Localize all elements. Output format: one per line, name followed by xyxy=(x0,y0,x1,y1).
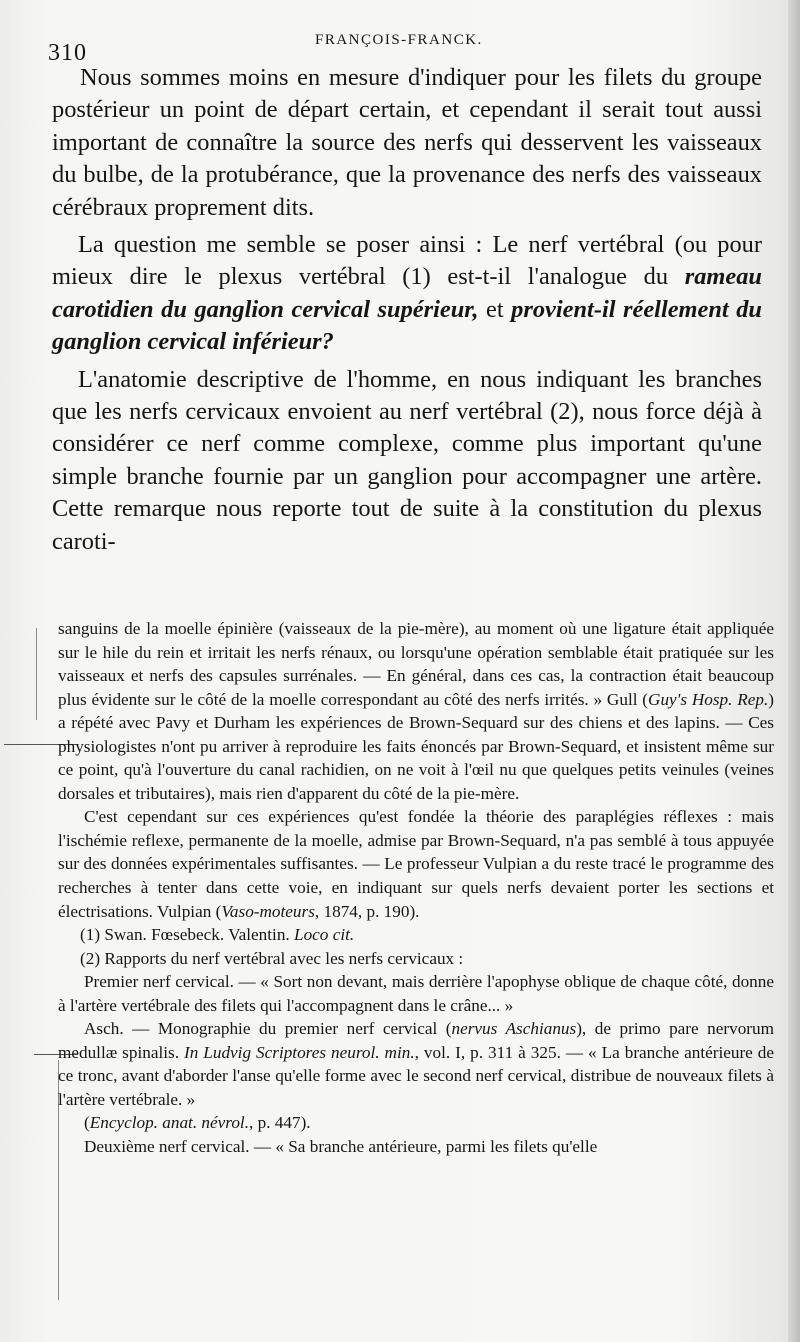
paragraph-3: L'anatomie descriptive de l'homme, en nous indiquant les branches que les nerfs cervicaux envoient au nerf vertébral (2), nous force déjà à considérer ce nerf comme complexe, comme plus important qu'une simple branche fournie par un ganglion pour accompagner une artère. Cette remarque nous reporte tout de suite à la constitution du plexus caroti- xyxy=(52,365,762,555)
footnote-2-citation-emphasis: Encyclop. anat. névrol. xyxy=(89,1113,249,1133)
footnote-2-quote-2-emphasis-1: nervus Aschianus xyxy=(451,1019,577,1039)
footnote-2: (2) Rapports du nerf vertébral avec les nerfs cervicaux : xyxy=(80,948,464,968)
footnote-2-quote-2-text-a: Asch. — Monographie du premier nerf cervical ( xyxy=(84,1019,452,1039)
footnote-1-text: (1) Swan. Fœsebeck. Valentin. xyxy=(80,925,295,945)
paragraph-2-emphasis-1: rameau carotidien du ganglion cervical supérieur, xyxy=(52,263,762,323)
page-edge-shadow xyxy=(788,0,800,1342)
footnote-2-quote-1: Premier nerf cervical. — « Sort non devant, mais derrière l'apophyse oblique de chaque côté, donne à l'artère vertébrale des filets qui l'accompagnent dans le crâne... » xyxy=(58,972,774,1015)
paragraph-2-emphasis-2: provient-il réellement du ganglion cervical inférieur? xyxy=(52,295,762,356)
footnote-2-quote-2 xyxy=(58,1017,774,1111)
footnotes xyxy=(58,617,774,1159)
footnote-1-emphasis: Loco cit. xyxy=(294,925,355,945)
footnote-continuation-emphasis: Guy's Hosp. Rep. xyxy=(648,689,769,709)
footnote-continuation-text-a: sanguins de la moelle épinière (vaisseaux de la pie-mère), au moment où une ligature était appliquée sur le hile du rein et irritait les nerfs rénaux, ou lorsqu'une opération semblable était pratiquée sur les vaisseaux et nerfs des capsules surrénales. — En général, dans ces cas, la contraction était beaucoup plus évidente sur le côté de la moelle correspondant au côté des nerfs irrités. » Gull ( xyxy=(58,619,774,709)
footnote-paragraph-text-a: C'est cependant sur ces expériences qu'est fondée la théorie des paraplégies réflexes : mais l'ischémie reflexe, permanente de la moelle, admise par Brown-Sequard, n'a pas semblé à tous appuyée sur des données expérimentales suffisantes. — Le professeur Vulpian a du reste tracé le programme des recherches à tenter dans cette voie, en indiquant sur quels nerfs devaient porter les sections et électrisations. Vulpian ( xyxy=(58,807,774,921)
paragraph-1: Nous sommes moins en mesure d'indiquer pour les filets du groupe postérieur un point de départ certain, et cependant il serait tout aussi important de connaître la source des nerfs qui desservent les vaisseaux du bulbe, de la protubérance, que la provenance des nerfs des vaisseaux cérébraux proprement dits. xyxy=(52,64,762,221)
footnote-2-quote-2-emphasis-2: In Ludvig Scriptores neurol. min. xyxy=(184,1042,415,1062)
main-text xyxy=(52,62,762,558)
paragraph-2-text-b: et xyxy=(478,295,512,323)
margin-pencil-mark xyxy=(36,628,37,720)
footnote-continuation-text-b: ) a répété avec Pavy et Durham les expériences de Brown-Sequard sur des chiens et des lapins. — Ces physiologistes n'ont pu arriver à reproduire les faits énoncés par Brown-Sequard, et insistent même sur ce point, qu'à l'ouverture du canal rachidien, on ne voit à l'œil nu que quelques petits veinules (veines dorsales et tributaires), mais rien d'apparent du côté de la pie-mère. xyxy=(58,689,774,803)
paragraph-2 xyxy=(52,229,762,359)
footnote-continuation xyxy=(58,617,774,805)
footnote-2-citation-open: ( xyxy=(84,1113,90,1133)
footnote-paragraph xyxy=(58,805,774,923)
footnote-1 xyxy=(58,923,774,947)
paragraph-2-text-a: La question me semble se poser ainsi : Le nerf vertébral (ou pour mieux dire le plexus vertébral (1) est-t-il l'analogue du xyxy=(52,231,762,291)
footnote-paragraph-text-b: , 1874, p. 190). xyxy=(314,901,420,921)
footnote-2-quote-2-text-c: , vol. I, p. 311 à 325. — « La branche antérieure de ce tronc, avant d'aborder l'anse qu'elle forme avec le second nerf cervical, distribue de nouveaux filets à l'artère vertébrale. » xyxy=(58,1042,775,1109)
running-head: FRANÇOIS-FRANCK. xyxy=(315,32,483,48)
footnote-2-citation-close: , p. 447). xyxy=(249,1113,311,1133)
footnote-2-quote-2-text-b: ), de primo pare nervorum medullæ spinalis. xyxy=(58,1019,774,1062)
footnote-2-quote-3: Deuxième nerf cervical. — « Sa branche antérieure, parmi les filets qu'elle xyxy=(84,1137,598,1157)
footnote-paragraph-emphasis: Vaso-moteurs xyxy=(221,901,315,921)
page-number: 310 xyxy=(48,40,87,66)
footnote-2-citation xyxy=(58,1111,774,1135)
